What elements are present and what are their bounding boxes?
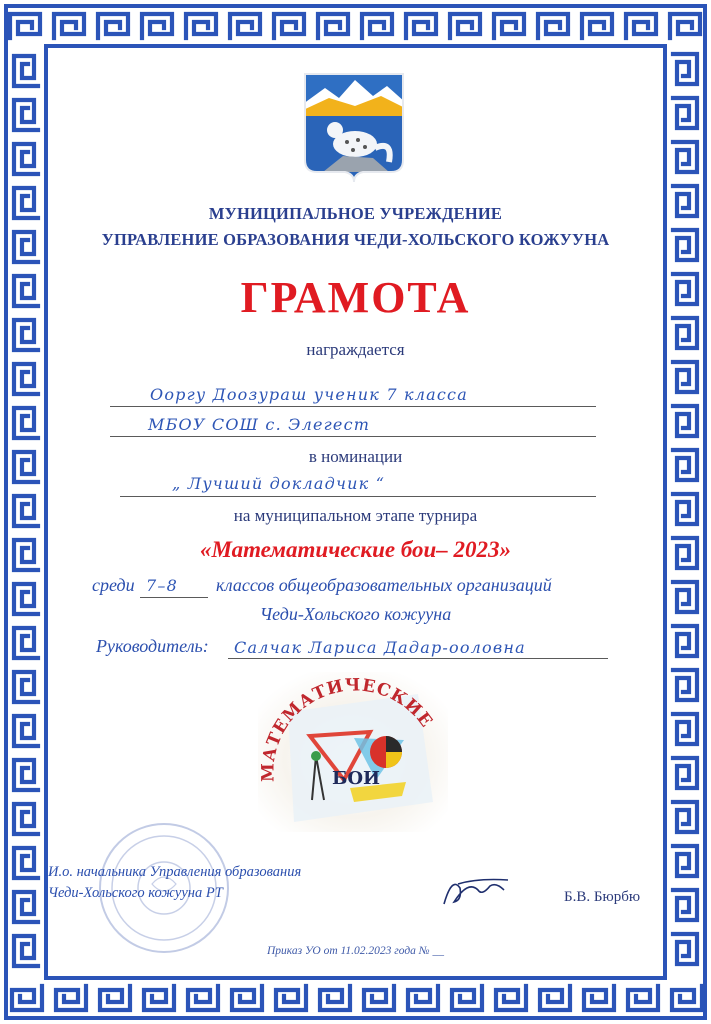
tournament-logo (258, 672, 448, 832)
org-name-line2: УПРАВЛЕНИЕ ОБРАЗОВАНИЯ ЧЕДИ-ХОЛЬСКОГО КОЖУУНА (101, 230, 610, 249)
recipient-name: Ооргу Доозураш ученик 7 класса (150, 385, 468, 404)
tournament-name: «Математические бои– 2023» (199, 537, 512, 562)
logo-bottom-text: БОИ (331, 768, 381, 789)
among-suffix: классов общеобразовательных организаций (216, 575, 552, 595)
recipient-school: МБОУ СОШ с. Элегест (148, 415, 371, 434)
order-reference: Приказ УО от 11.02.2023 года № __ (266, 945, 445, 957)
signatory-position-line2: Чеди-Хольского кожууна РТ (48, 885, 223, 901)
underline (110, 436, 596, 437)
emblem (303, 72, 405, 184)
underline (120, 496, 596, 497)
underline (140, 597, 208, 598)
signatory-name: Б.В. Бюрбю (564, 889, 641, 905)
supervisor-label: Руководитель: (96, 636, 209, 656)
nomination-label: в номинации (308, 447, 403, 466)
underline (228, 658, 608, 659)
math-battles-logo-icon (258, 672, 448, 832)
handwritten-signature (438, 870, 518, 914)
signature-icon (438, 870, 518, 914)
grades-value: 7–8 (146, 576, 178, 595)
snow-leopard-emblem-icon (303, 72, 405, 184)
supervisor-name: Салчак Лариса Дадар-ооловна (234, 638, 526, 657)
signatory-position-line1: И.о. начальника Управления образования (48, 864, 302, 880)
district-name: Чеди-Хольского кожууна (259, 604, 452, 624)
certificate-title: ГРАМОТА (240, 273, 471, 322)
logo-arc-text: МАТЕМАТИЧЕСКИЕ (258, 675, 437, 783)
underline (110, 406, 596, 407)
among-prefix: среди (92, 575, 135, 595)
stage-text: на муниципальном этапе турнира (233, 506, 478, 525)
awarded-label: награждается (306, 340, 405, 359)
nomination-value: „ Лучший докладчик “ (172, 474, 386, 493)
org-name-line1: МУНИЦИПАЛЬНОЕ УЧРЕЖДЕНИЕ (208, 204, 503, 223)
